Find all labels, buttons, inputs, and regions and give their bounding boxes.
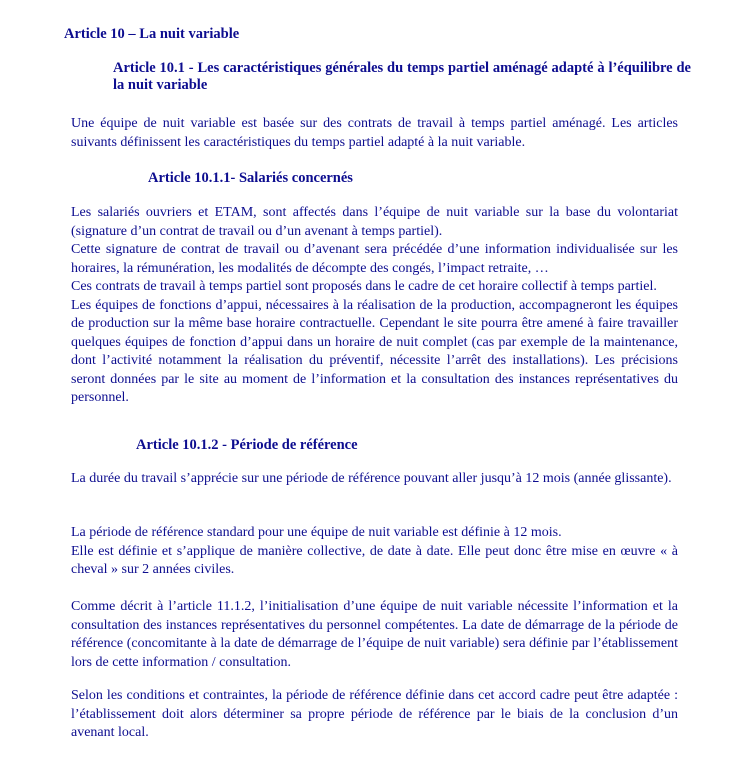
duree-paragraph: La durée du travail s’apprécie sur une période de référence pouvant aller jusqu’à 12 mois (année glissante). bbox=[71, 471, 672, 486]
salaries-line-contrats: Ces contrats de travail à temps partiel sont proposés dans le cadre de cet horaire collectif à temps partiel. bbox=[71, 279, 657, 294]
intro-paragraph: Une équipe de nuit variable est basée sur des contrats de travail à temps partiel aménagé. Les articles suivants définissent les caractéristiques du temps partiel adapté à la nuit variable. bbox=[71, 116, 678, 150]
initialisation-paragraph: Comme décrit à l’article 11.1.2, l’initialisation d’une équipe de nuit variable nécessite l’information et la consultation des instances représentatives du personnel compétentes. La date de démarrage de la période de référence (concomitante à la date de démarrage de l’équipe de nuit variable) sera définie par l’établissement lors de cette information / consultation. bbox=[71, 599, 678, 670]
salaries-line-volontariat: Les salariés ouvriers et ETAM, sont affectés dans l’équipe de nuit variable sur la base du volontariat (signature d’un contrat de travail ou d’un avenant à temps partiel). bbox=[71, 205, 678, 239]
periode-line-collective: Elle est définie et s’applique de manière collective, de date à date. Elle peut donc être mise en œuvre « à cheval » sur 2 années civiles. bbox=[71, 543, 678, 577]
salaries-concernes-paragraph bbox=[71, 204, 678, 408]
salaries-line-fonctions-appui: Les équipes de fonctions d’appui, nécessaires à la réalisation de la production, accompagneront les équipes de production sur la même base horaire contractuelle. Cependant le site pourra être amené à faire travailler quelques équipes de fonction d’appui dans un horaire de nuit complet (cas par exemple de la maintenance, dont l’activité notamment la réalisation du préventif, nécessite l’arrêt des installations). Les précisions seront données par le site au moment de l’information et la consultation des instances représentatives du personnel. bbox=[71, 297, 678, 405]
conditions-paragraph: Selon les conditions et contraintes, la période de référence définie dans cet accord cadre peut être adaptée : l’établissement doit alors déterminer sa propre période de référence par le biais de la conclusion d’un avenant local. bbox=[71, 688, 678, 740]
article-10-1-heading: Article 10.1 - Les caractéristiques générales du temps partiel aménagé adapté à l’équilibre de la nuit variable bbox=[113, 60, 691, 93]
article-10-1-1-heading: Article 10.1.1- Salariés concernés bbox=[148, 170, 353, 186]
article-10-1-2-heading: Article 10.1.2 - Période de référence bbox=[136, 437, 358, 453]
article-10-heading: Article 10 – La nuit variable bbox=[64, 26, 240, 42]
periode-standard-paragraph bbox=[71, 524, 678, 580]
salaries-line-information: Cette signature de contrat de travail ou d’avenant sera précédée d’une information individualisée sur les horaires, la rémunération, les modalités de décompte des congés, l’impact retraite, … bbox=[71, 242, 678, 276]
periode-line-standard: La période de référence standard pour une équipe de nuit variable est définie à 12 mois. bbox=[71, 525, 562, 540]
